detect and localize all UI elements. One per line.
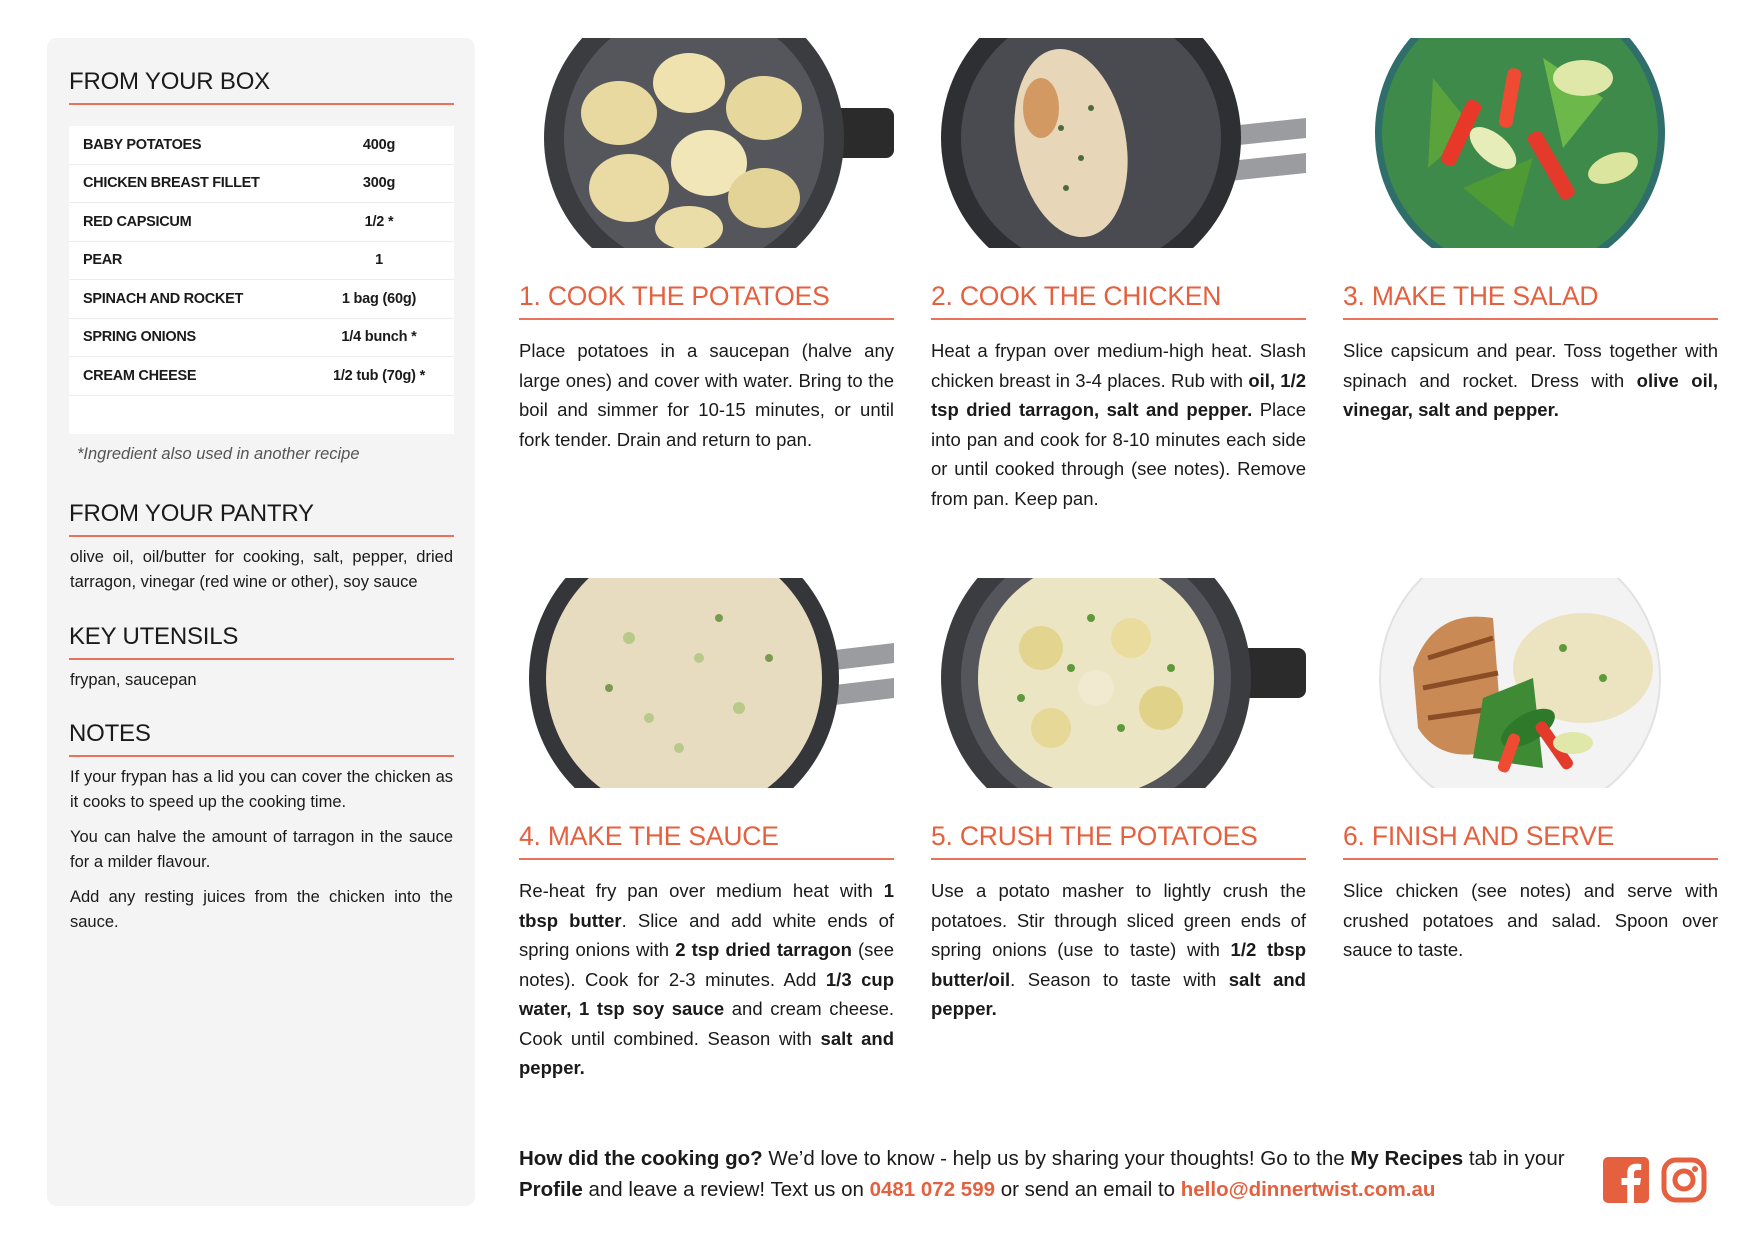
ingredient-qty: 1/2 *: [364, 213, 394, 230]
note-item: Add any resting juices from the chicken into the sauce.: [70, 888, 453, 931]
ingredient-name: RED CAPSICUM: [83, 213, 192, 230]
cream-sauce-in-pan-image: [519, 578, 894, 788]
shared-ingredient-note: *Ingredient also used in another recipe: [77, 445, 360, 463]
step-instructions: Re-heat fry pan over medium heat with 1 tbsp butter. Slice and add white ends of spring onions with 2 tsp dried tarragon (see notes). Cook for 2-3 minutes. Add 1/3 cup water, 1 tsp soy sauce and cream cheese. Cook until combined. Season with salt and pepper.: [519, 880, 895, 1078]
note-item: If your frypan has a lid you can cover the chicken as it cooks to speed up the cooking time.: [70, 768, 453, 811]
step-instructions: Use a potato masher to lightly crush the potatoes. Stir through sliced green ends of spring onions (use to taste) with 1/2 tbsp butter/oil. Season to taste with salt and pepper.: [931, 880, 1306, 1019]
chicken-in-frypan-image: [931, 38, 1306, 248]
ingredient-qty: 1: [375, 252, 383, 269]
table-row: [69, 126, 454, 165]
feedback-footer: How did the cooking go? We’d love to know - help us by sharing your thoughts! Go to the My Recipes tab in your Profile and leave a review! Text us on 0481 072 599 or send an email to hello@dinnertwist.com.au: [519, 1147, 1565, 1201]
phone-number-link[interactable]: 0481 072 599: [869, 1178, 995, 1201]
facebook-icon[interactable]: [1603, 1157, 1649, 1203]
my-recipes-label: My Recipes: [1350, 1147, 1464, 1170]
ingredient-qty: 400g: [362, 136, 396, 153]
step-title: 3. MAKE THE SALAD: [1343, 281, 1718, 320]
ingredient-name: PEAR: [83, 252, 123, 269]
ingredient-name: BABY POTATOES: [83, 136, 202, 153]
notes-list: [70, 765, 453, 945]
table-row: [69, 203, 454, 242]
heading-rule: [69, 103, 454, 105]
ingredient-qty: 1/4 bunch *: [341, 329, 417, 346]
instagram-icon[interactable]: [1661, 1157, 1707, 1203]
heading-rule: [69, 535, 454, 537]
from-your-box-heading: FROM YOUR BOX: [69, 68, 270, 95]
table-row: [69, 165, 454, 204]
profile-label: Profile: [519, 1178, 583, 1201]
heading-rule: [69, 755, 454, 757]
step-title: 1. COOK THE POTATOES: [519, 281, 894, 320]
ingredient-name: SPINACH AND ROCKET: [83, 290, 244, 307]
ingredients-sidebar: [47, 38, 475, 1206]
step-title: 4. MAKE THE SAUCE: [519, 821, 894, 860]
heading-rule: [69, 658, 454, 660]
ingredient-qty: 300g: [362, 175, 396, 192]
plated-dish-image: [1343, 578, 1718, 788]
box-ingredients-table: [69, 126, 454, 434]
ingredient-qty: 1/2 tub (70g) *: [332, 367, 426, 384]
salad-bowl-image: [1343, 38, 1718, 248]
ingredient-name: SPRING ONIONS: [83, 329, 196, 346]
email-link[interactable]: hello@dinnertwist.com.au: [1180, 1178, 1436, 1201]
potatoes-in-saucepan-image: [519, 38, 894, 248]
notes-heading: NOTES: [69, 720, 151, 747]
table-row: [69, 242, 454, 281]
step-title: 5. CRUSH THE POTATOES: [931, 821, 1306, 860]
utensils-text: frypan, saucepan: [70, 671, 197, 689]
step-title: 6. FINISH AND SERVE: [1343, 821, 1718, 860]
table-row: [69, 319, 454, 358]
step-instructions: Place potatoes in a saucepan (halve any large ones) and cover with water. Bring to the boil and simmer for 10-15 minutes, or until fork tender. Drain and return to pan.: [519, 340, 894, 450]
table-row: [69, 357, 454, 396]
step-instructions: Slice chicken (see notes) and serve with crushed potatoes and salad. Spoon over sauce to taste.: [1343, 880, 1718, 960]
from-your-pantry-heading: FROM YOUR PANTRY: [69, 500, 314, 527]
step-instructions: Heat a frypan over medium-high heat. Slash chicken breast in 3-4 places. Rub with oil, 1/2 tsp dried tarragon, salt and pepper. Place into pan and cook for 8-10 minutes each side or until cooked through (see notes). Remove from pan. Keep pan.: [931, 340, 1307, 509]
crushed-potatoes-in-pan-image: [931, 578, 1306, 788]
ingredient-qty: 1 bag (60g): [341, 290, 417, 307]
ingredient-name: CREAM CHEESE: [83, 367, 197, 384]
key-utensils-heading: KEY UTENSILS: [69, 623, 239, 650]
step-title: 2. COOK THE CHICKEN: [931, 281, 1306, 320]
step-instructions: Slice capsicum and pear. Toss together with spinach and rocket. Dress with olive oil, vinegar, salt and pepper.: [1343, 340, 1718, 420]
table-row: [69, 280, 454, 319]
ingredient-name: CHICKEN BREAST FILLET: [83, 175, 260, 192]
note-item: You can halve the amount of tarragon in the sauce for a milder flavour.: [70, 828, 453, 871]
feedback-question: How did the cooking go?: [519, 1147, 763, 1170]
pantry-text: olive oil, oil/butter for cooking, salt, pepper, dried tarragon, vinegar (red wine or other), soy sauce: [70, 548, 453, 591]
